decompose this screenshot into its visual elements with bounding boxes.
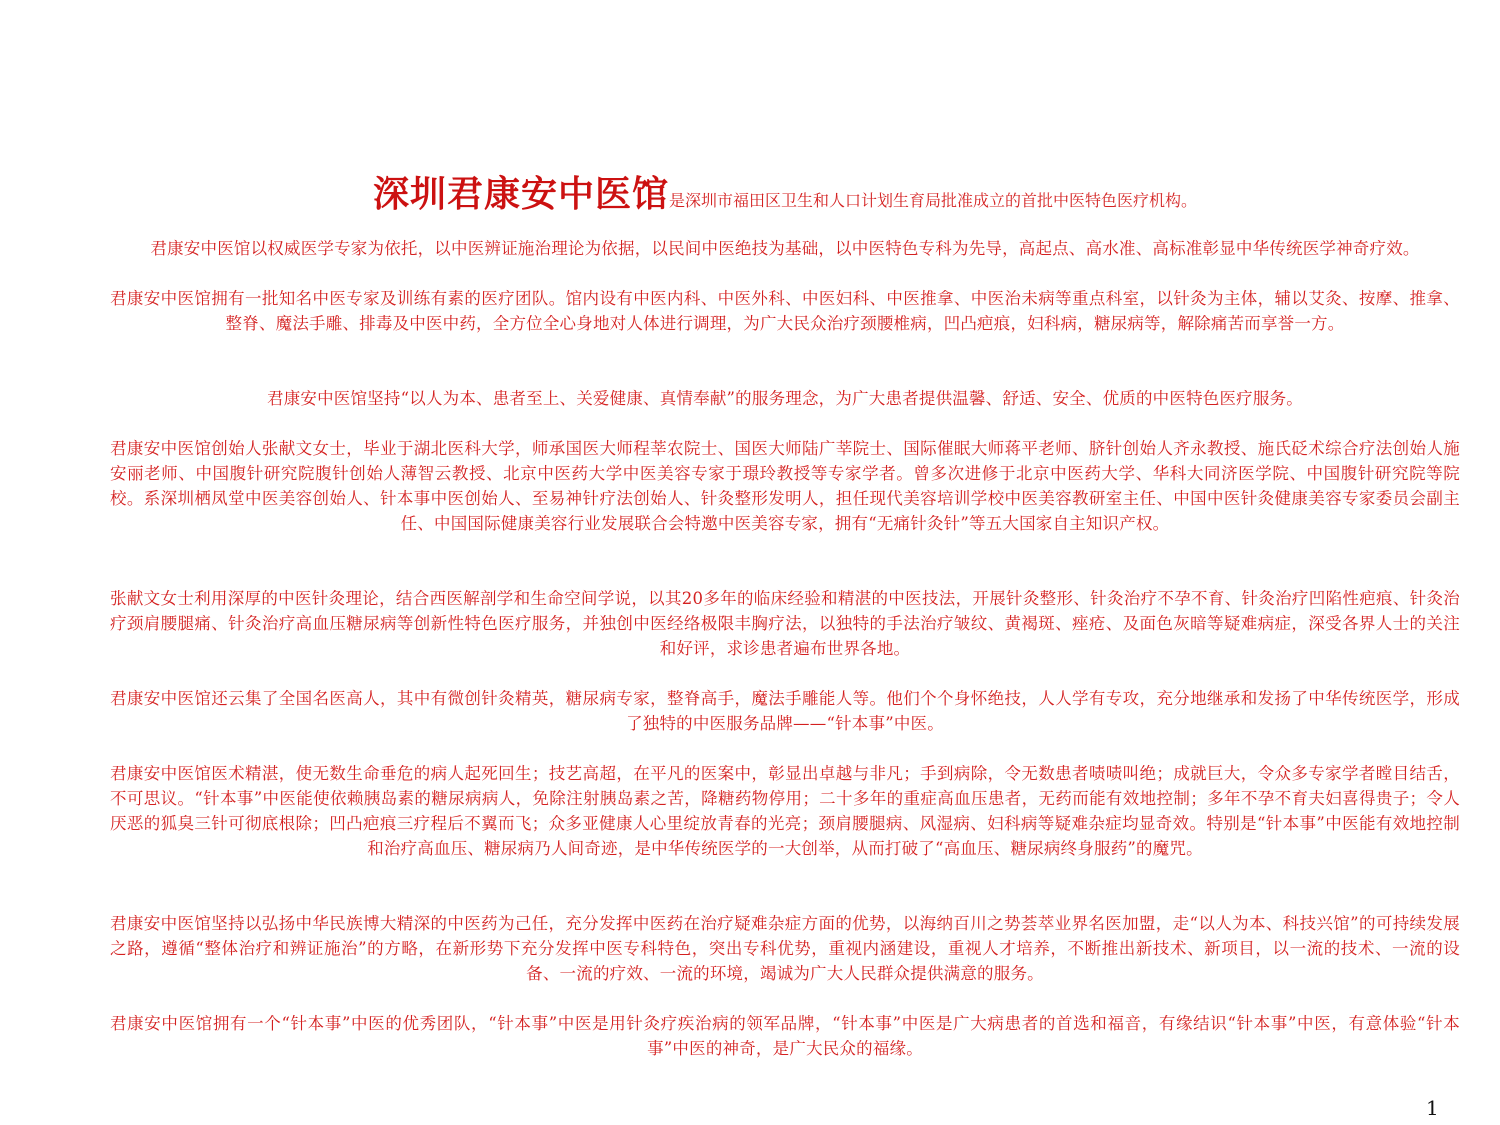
clinic-name-title: 深圳君康安中医馆 <box>372 174 669 215</box>
paragraph-founder-techniques: 张献文女士利用深厚的中医针灸理论，结合西医解剖学和生命空间学说，以其20多年的临床经验和精湛的中医技法，开展针灸整形、针灸治疗不孕不育、针灸治疗凹陷性疤痕、针灸治疗颈肩腰腿痛、针灸治疗高血压糖尿病等创新性特色医疗服务，并独创中医经络极限丰胸疗法，以独特的手法治疗皱纹、黄褐斑、痤疮、及面色灰暗等疑难病症，深受各界人士的关注和好评，求诊患者遍布世界各地。 <box>110 589 1460 658</box>
paragraph-team: 君康安中医馆拥有一个“针本事”中医的优秀团队，“针本事”中医是用针灸疗疾治病的领军品牌，“针本事”中医是广大病患者的首选和福音，有缘结识“针本事”中医，有意体验“针本事”中医的神奇，是广大民众的福缘。 <box>110 1014 1460 1058</box>
paragraph-departments: 君康安中医馆拥有一批知名中医专家及训练有素的医疗团队。馆内设有中医内科、中医外科、中医妇科、中医推拿、中医治未病等重点科室，以针灸为主体，辅以艾灸、按摩、推拿、整脊、魔法手雕、排毒及中医中药，全方位全心身地对人体进行调理，为广大民众治疗颈腰椎病，凹凸疤痕，妇科病，糖尿病等，解除痛苦而享誉一方。 <box>110 289 1460 333</box>
heading-description: 是深圳市福田区卫生和人口计划生育局批准成立的首批中医特色医疗机构。 <box>669 191 1198 210</box>
page-number: 1 <box>1426 1096 1439 1120</box>
paragraph-experts: 君康安中医馆还云集了全国名医高人，其中有微创针灸精英，糖尿病专家，整脊高手，魔法手雕能人等。他们个个身怀绝技，人人学有专攻，充分地继承和发扬了中华传统医学，形成了独特的中医服务品牌——“针本事”中医。 <box>110 689 1460 733</box>
paragraph-service-concept: 君康安中医馆坚持“以人为本、患者至上、关爱健康、真情奉献”的服务理念，为广大患者提供温馨、舒适、安全、优质的中医特色医疗服务。 <box>267 389 1303 408</box>
page-heading <box>110 166 1460 217</box>
paragraph-achievements: 君康安中医馆医术精湛，使无数生命垂危的病人起死回生；技艺高超，在平凡的医案中，彰显出卓越与非凡；手到病除，令无数患者啧啧叫绝；成就巨大，令众多专家学者瞠目结舌，不可思议。“针本事”中医能使依赖胰岛素的糖尿病病人，免除注射胰岛素之苦，降糖药物停用；二十多年的重症高血压患者，无药而能有效地控制；多年不孕不育夫妇喜得贵子；令人厌恶的狐臭三针可彻底根除；凹凸疤痕三疗程后不翼而飞；众多亚健康人心里绽放青春的光亮；颈肩腰腿病、风湿病、妇科病等疑难杂症均显奇效。特别是“针本事”中医能有效地控制和治疗高血压、糖尿病乃人间奇迹，是中华传统医学的一大创举，从而打破了“高血压、糖尿病终身服药”的魔咒。 <box>110 764 1460 858</box>
paragraph-mission: 君康安中医馆坚持以弘扬中华民族博大精深的中医药为己任，充分发挥中医药在治疗疑难杂症方面的优势，以海纳百川之势荟萃业界名医加盟，走“以人为本、科技兴馆”的可持续发展之路，遵循“整体治疗和辨证施治”的方略，在新形势下充分发挥中医专科特色，突出专科优势，重视内涵建设，重视人才培养，不断推出新技术、新项目，以一流的技术、一流的设备、一流的疗效、一流的环境，竭诚为广大人民群众提供满意的服务。 <box>110 914 1460 983</box>
paragraph-founder: 君康安中医馆创始人张献文女士，毕业于湖北医科大学，师承国医大师程莘农院士、国医大师陆广莘院士、国际催眠大师蒋平老师、脐针创始人齐永教授、施氏砭术综合疗法创始人施安丽老师、中国腹针研究院腹针创始人薄智云教授、北京中医药大学中医美容专家于璟玲教授等专家学者。曾多次进修于北京中医药大学、华科大同济医学院、中国腹针研究院等院校。系深圳栖凤堂中医美容创始人、针本事中医创始人、至易神针疗法创始人、针灸整形发明人，担任现代美容培训学校中医美容教研室主任、中国中医针灸健康美容专家委员会副主任、中国国际健康美容行业发展联合会特邀中医美容专家，拥有“无痛针灸针”等五大国家自主知识产权。 <box>110 439 1460 533</box>
paragraph-philosophy: 君康安中医馆以权威医学专家为依托，以中医辨证施治理论为依据，以民间中医绝技为基础，以中医特色专科为先导，高起点、高水准、高标准彰显中华传统医学神奇疗效。 <box>150 239 1420 258</box>
